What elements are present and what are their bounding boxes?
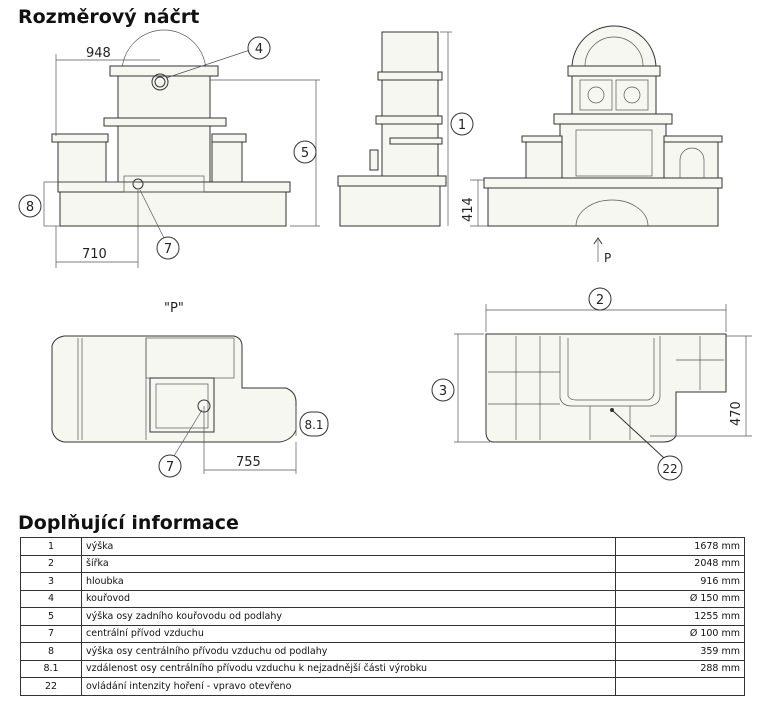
cell-desc: hloubka	[82, 573, 616, 591]
cell-num: 7	[21, 625, 82, 643]
table-row	[21, 608, 745, 626]
svg-text:2: 2	[595, 293, 605, 308]
cell-num: 2	[21, 555, 82, 573]
callout-22	[658, 456, 682, 480]
cell-value: 916 mm	[616, 573, 745, 591]
svg-text:7: 7	[163, 242, 173, 257]
label-p-arrow: P	[604, 251, 612, 265]
svg-text:5: 5	[300, 146, 310, 161]
info-section-title: Doplňující informace	[18, 512, 239, 534]
callout-2	[589, 288, 611, 310]
dim-414: 414	[461, 197, 476, 222]
cell-value: Ø 150 mm	[616, 590, 745, 608]
cell-desc: kouřovod	[82, 590, 616, 608]
side-section-view	[44, 30, 320, 268]
table-row	[21, 625, 745, 643]
dim-470: 470	[729, 401, 744, 426]
table-row	[21, 660, 745, 678]
cell-value: 359 mm	[616, 643, 745, 661]
dim-948: 948	[86, 46, 111, 61]
table-row	[21, 643, 745, 661]
table-row	[21, 573, 745, 591]
cell-num: 22	[21, 678, 82, 696]
svg-text:22: 22	[662, 462, 678, 476]
cell-value: 2048 mm	[616, 555, 745, 573]
cell-desc: centrální přívod vzduchu	[82, 625, 616, 643]
svg-text:7: 7	[165, 460, 175, 475]
svg-text:8: 8	[25, 200, 35, 215]
cell-desc: výška	[82, 538, 616, 556]
cell-desc: výška osy zadního kouřovodu od podlahy	[82, 608, 616, 626]
callout-5	[294, 141, 316, 163]
cell-num: 5	[21, 608, 82, 626]
callout-8	[19, 195, 41, 217]
cell-num: 1	[21, 538, 82, 556]
svg-text:3: 3	[438, 384, 448, 399]
cell-value: 1255 mm	[616, 608, 745, 626]
cell-desc: ovládání intenzity hoření - vpravo otevřeno	[82, 678, 616, 696]
label-p-view: "P"	[164, 301, 184, 316]
callout-3	[432, 379, 454, 401]
front-elevation-view	[484, 26, 722, 265]
svg-text:1: 1	[457, 118, 467, 133]
callout-8-1	[300, 412, 328, 436]
cell-desc: výška osy centrálního přívodu vzduchu od podlahy	[82, 643, 616, 661]
callout-1	[451, 113, 473, 135]
cell-num: 8.1	[21, 660, 82, 678]
svg-text:4: 4	[254, 42, 264, 57]
table-row	[21, 678, 745, 696]
page-title: Rozměrový náčrt	[18, 6, 200, 28]
cell-value: Ø 100 mm	[616, 625, 745, 643]
plan-view-p	[52, 301, 296, 474]
top-plan-view	[454, 304, 752, 458]
cell-desc: šířka	[82, 555, 616, 573]
cell-value	[616, 678, 745, 696]
cell-num: 4	[21, 590, 82, 608]
dim-710: 710	[82, 247, 107, 262]
info-table	[20, 537, 745, 696]
cell-num: 8	[21, 643, 82, 661]
table-row	[21, 590, 745, 608]
table-row	[21, 555, 745, 573]
cell-value: 288 mm	[616, 660, 745, 678]
cell-desc: vzdálenost osy centrálního přívodu vzduchu k nejzadnější části výrobku	[82, 660, 616, 678]
dim-755: 755	[236, 455, 261, 470]
table-row	[21, 538, 745, 556]
cell-num: 3	[21, 573, 82, 591]
cell-value: 1678 mm	[616, 538, 745, 556]
svg-text:8.1: 8.1	[304, 418, 324, 432]
